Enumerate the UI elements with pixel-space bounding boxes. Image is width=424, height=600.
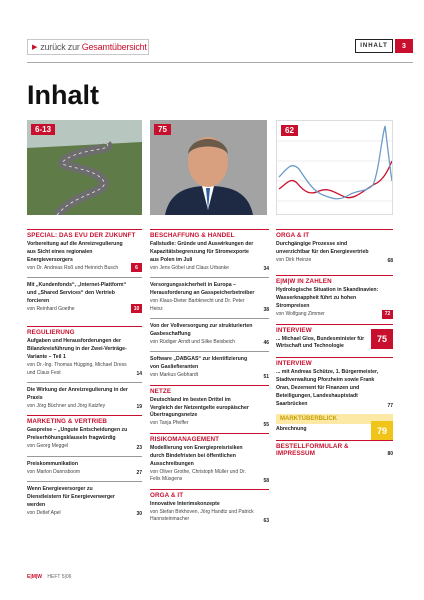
- header-divider: [27, 62, 413, 63]
- section-heading: RISIKOMANAGEMENT: [150, 433, 269, 443]
- entry-title: Durchgängige Prozesse sind unverzichtbar für den Energievertrieb: [276, 241, 369, 255]
- photo-badge: 6-13: [31, 124, 55, 135]
- section-heading: ORGA & IT: [276, 229, 393, 239]
- entry-title: Innovative Interimskonzepte: [150, 500, 220, 507]
- section-heading: INTERVIEW: [276, 326, 312, 334]
- entry-title: Software „DABGAS“ zur Identifizierung von Gasliefieranten: [150, 356, 248, 371]
- section-heading: NETZE: [150, 385, 269, 395]
- entry-author: von Georg Meggel: [27, 443, 69, 450]
- toc-entry[interactable]: [27, 427, 142, 450]
- section-heading: ORGA & IT: [150, 489, 269, 499]
- section-label: INHALT: [355, 39, 393, 53]
- entry-page: 23: [136, 444, 142, 451]
- entry-title: Versorgungssicherheit in Europa – Herausforderung an Gasspeicherbetreiber: [150, 282, 255, 297]
- entry-title: Abrechnung: [276, 425, 307, 432]
- entry-author: von Oliver Grothe, Christoph Müller und Dr. Felix Müsgens: [150, 468, 246, 483]
- toc-column-1: [27, 229, 142, 522]
- entry-page: 38: [263, 307, 269, 314]
- entry-page: 63: [263, 517, 269, 524]
- entry-author: von Wolfgang Zimmer: [276, 311, 325, 318]
- entry-title: Die Wirkung der Anreizregulierung in der Praxis: [27, 387, 128, 402]
- entry-page: 34: [263, 266, 269, 273]
- entry-page: 51: [263, 373, 269, 380]
- entry-title: Vorbereitung auf die Anreizregulierung aus Sicht eines regionalen Energieversorgers: [27, 241, 123, 263]
- entry-author: von Reinhard Goethe: [27, 305, 75, 312]
- toc-entry[interactable]: [150, 501, 269, 524]
- toc-entry[interactable]: [150, 397, 269, 428]
- toc-entry[interactable]: [27, 241, 142, 272]
- entry-title: Modellierung von Energiepreisrisiken durch Bindefristen bei öffentlichen Ausschreibungen: [150, 444, 243, 467]
- entry-page: 6: [131, 263, 142, 272]
- entry-title: Aufgaben und Herausforderungen der Bilanzkreisführung in der Zwei-Verträge-Variante – Teil 1: [27, 338, 127, 361]
- photo-portrait[interactable]: [150, 120, 267, 215]
- entry-page: 80: [387, 450, 393, 457]
- entry-title: ... mit Andreas Schütze, 1. Bürgermeister, Stadtverwaltung Pforzheim sowie Frank Oran, Dezernent für Finanzen und Beteiligungen, Landeshauptstadt Saarbrücken: [276, 369, 379, 407]
- photo-badge: 75: [154, 124, 171, 135]
- toc-entry[interactable]: [150, 445, 269, 484]
- page-number: 3: [395, 39, 413, 53]
- toc-entry[interactable]: [27, 282, 142, 313]
- entry-title: Gaspreise – „Ungute Entscheidungen zu Preiserhöhungsklauseln fragwürdig: [27, 427, 128, 442]
- entry-title: ... Michael Glos, Bundesminister für Wirtschaft und Technologie: [276, 335, 365, 350]
- entry-author: von Klaus-Dieter Barbknecht und Dr. Peter Heinz: [150, 298, 245, 312]
- entry-author: von Detlef Apel: [27, 509, 61, 516]
- photo-price-chart[interactable]: [276, 120, 393, 215]
- back-link-label: Gesamtübersicht: [81, 42, 147, 52]
- entry-author: von Markus Gebhardt: [150, 372, 199, 379]
- play-arrow-icon: ▶: [32, 44, 38, 51]
- toc-entry[interactable]: [276, 440, 393, 457]
- toc-entry[interactable]: [150, 356, 269, 379]
- toc-entry[interactable]: [276, 369, 393, 409]
- toc-entry[interactable]: [150, 282, 269, 313]
- photo-badge: 62: [281, 125, 298, 136]
- toc-entry[interactable]: [150, 323, 269, 346]
- entry-author: von Marlon Dannsboom: [27, 468, 81, 475]
- entry-page: 79: [371, 421, 393, 441]
- section-heading: INTERVIEW: [276, 357, 393, 367]
- footer: [27, 574, 71, 580]
- entry-page: 77: [387, 402, 393, 409]
- divider: [150, 318, 269, 319]
- entry-author: von Dr.-Ing. Thomas Hügging, Michael Dress und Claus Fest: [27, 362, 127, 376]
- entry-page: 72: [382, 310, 393, 319]
- entry-title: Deutschland im besten Drittel im Vergleich der Netzentgelte europäischer Übertragungsnetze: [150, 396, 249, 419]
- entry-page: 58: [263, 477, 269, 484]
- footer-issue: HEFT 5|06: [47, 574, 72, 580]
- footer-brand: E|M|W: [27, 574, 43, 580]
- back-to-overview-link[interactable]: [27, 39, 149, 55]
- back-link-prefix: zurück zur: [40, 42, 80, 52]
- section-heading: BESCHAFFUNG & HANDEL: [150, 229, 269, 239]
- section-heading: SPECIAL: DAS EVU DER ZUKUNFT: [27, 229, 142, 239]
- section-heading: MARKETING & VERTRIEB: [27, 415, 142, 425]
- market-overview-entry[interactable]: [276, 414, 393, 434]
- toc-entry[interactable]: [150, 241, 269, 272]
- entry-title: Hydrologische Situation in Skandinavien: Wasserknappheit führt zu hohen Strompreisen: [276, 287, 379, 310]
- entry-title: Von der Vollversorgung zur strukturierten Gasbeschaffung: [150, 323, 253, 337]
- page-title: Inhalt: [27, 80, 99, 110]
- entry-page: 55: [263, 421, 269, 428]
- interview-entry[interactable]: [276, 324, 393, 352]
- entry-title: Wenn Energieversorger zu Dienstleistern für Energieverwerger werden: [27, 486, 115, 508]
- entry-page: 10: [131, 304, 142, 313]
- entry-page: 14: [136, 371, 142, 378]
- toc-entry[interactable]: [27, 461, 142, 476]
- toc-entry[interactable]: [27, 486, 142, 517]
- entry-page: 75: [371, 329, 393, 349]
- divider: [27, 277, 142, 278]
- entry-page: 30: [136, 511, 142, 518]
- entry-page: 46: [263, 340, 269, 347]
- section-heading: BESTELLFORMULAR & IMPRESSUM: [276, 440, 393, 457]
- section-heading: MARKTÜBERBLICK: [276, 414, 393, 424]
- divider: [27, 456, 142, 457]
- toc-entry[interactable]: [27, 338, 142, 377]
- divider: [27, 481, 142, 482]
- entry-title: Fallstudie: Gründe und Auswirkungen der Kapazitätsbegrenzung für Stromexporte aus Polen im Juli: [150, 241, 254, 263]
- entry-title: Mit „Kundenfonds“, „Internet-Plattform“ und „Shared Services“ den Vertrieb forcieren: [27, 282, 127, 305]
- section-heading: REGULIERUNG: [27, 326, 142, 336]
- toc-entry[interactable]: [27, 387, 142, 410]
- toc-column-3: [276, 229, 393, 462]
- entry-page: 68: [387, 258, 393, 265]
- entry-page: 27: [136, 470, 142, 477]
- entry-author: von Tanja Pfeiffer: [150, 420, 189, 427]
- entry-author: von Dirk Heinze: [276, 256, 312, 263]
- entry-author: von Jens Göbel und Claus Urbanke: [150, 264, 229, 271]
- photo-road[interactable]: [27, 120, 142, 215]
- entry-author: von Stefan Birkhoven, Jörg Handtz und Patrick Hannsteinmacher: [150, 508, 254, 522]
- entry-page: 19: [136, 404, 142, 411]
- divider: [150, 277, 269, 278]
- section-heading: E|M|W IN ZAHLEN: [276, 275, 393, 285]
- divider: [27, 382, 142, 383]
- entry-author: von Jörg Büchner und Jörg Katzfey: [27, 402, 106, 409]
- entry-author: von Dr. Andreas Roß und Heinrich Busch: [27, 264, 119, 271]
- entry-title: Preiskommunikation: [27, 460, 79, 467]
- toc-column-2: [150, 229, 269, 529]
- toc-entry[interactable]: [276, 241, 393, 264]
- entry-author: von Rüdiger Arndt und Silke Beisbeich: [150, 338, 236, 345]
- toc-entry[interactable]: [276, 287, 393, 318]
- divider: [150, 351, 269, 352]
